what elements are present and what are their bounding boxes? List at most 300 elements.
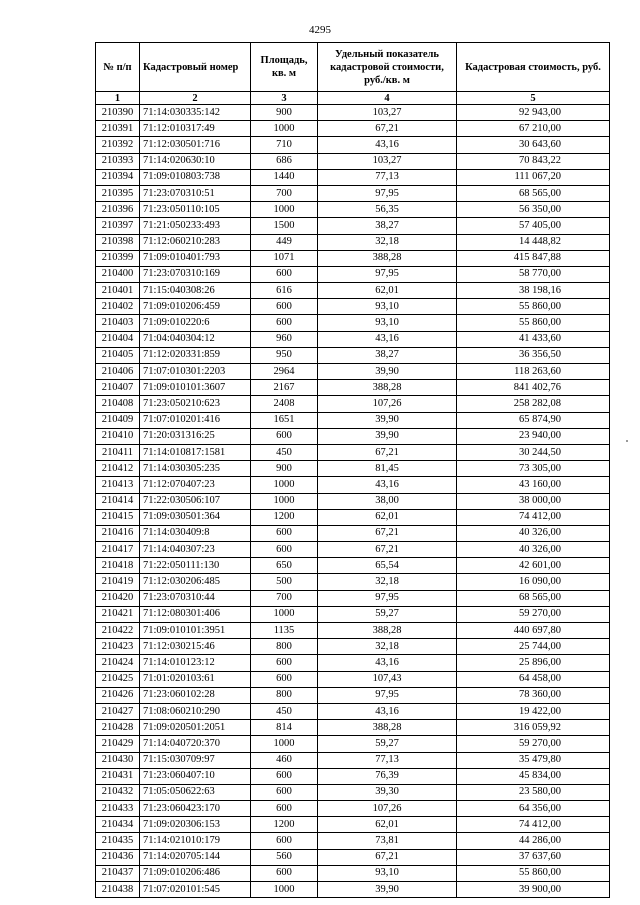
- area-cell: 1440: [251, 169, 318, 185]
- area-cell: 1071: [251, 250, 318, 266]
- row-number-cell: 210393: [96, 153, 140, 169]
- specific-value-cell: 43,16: [318, 703, 457, 719]
- cadastral-value-cell: 37 637,60: [457, 849, 610, 865]
- cadastral-number-cell: 71:08:060210:290: [140, 703, 251, 719]
- row-number-cell: 210436: [96, 849, 140, 865]
- area-cell: 600: [251, 266, 318, 282]
- cadastral-value-cell: 19 422,00: [457, 703, 610, 719]
- cadastral-number-cell: 71:12:030501:716: [140, 137, 251, 153]
- cadastral-number-cell: 71:07:020101:545: [140, 882, 251, 898]
- area-cell: 600: [251, 833, 318, 849]
- table-row: [96, 169, 610, 185]
- specific-value-cell: 59,27: [318, 606, 457, 622]
- cadastral-value-cell: 25 896,00: [457, 655, 610, 671]
- cadastral-number-cell: 71:23:050110:105: [140, 202, 251, 218]
- area-cell: 2167: [251, 380, 318, 396]
- area-cell: 500: [251, 574, 318, 590]
- cadastral-value-cell: 70 843,22: [457, 153, 610, 169]
- cadastral-number-cell: 71:14:020705:144: [140, 849, 251, 865]
- specific-value-cell: 93,10: [318, 299, 457, 315]
- cadastral-value-cell: 92 943,00: [457, 105, 610, 121]
- cadastral-value-cell: 65 874,90: [457, 412, 610, 428]
- area-cell: 600: [251, 865, 318, 881]
- table-row: [96, 477, 610, 493]
- area-cell: 700: [251, 185, 318, 201]
- area-cell: 460: [251, 752, 318, 768]
- row-number-cell: 210433: [96, 801, 140, 817]
- row-number-cell: 210394: [96, 169, 140, 185]
- area-cell: 800: [251, 687, 318, 703]
- cadastral-number-cell: 71:12:010317:49: [140, 121, 251, 137]
- area-cell: 449: [251, 234, 318, 250]
- area-cell: 600: [251, 428, 318, 444]
- cadastral-number-cell: 71:15:030709:97: [140, 752, 251, 768]
- cadastral-number-cell: 71:01:020103:61: [140, 671, 251, 687]
- table-row: [96, 266, 610, 282]
- cadastral-number-cell: 71:14:010123:12: [140, 655, 251, 671]
- area-cell: 1000: [251, 493, 318, 509]
- table-row: [96, 655, 610, 671]
- table-row: [96, 606, 610, 622]
- cadastral-number-cell: 71:12:030215:46: [140, 639, 251, 655]
- row-number-cell: 210417: [96, 542, 140, 558]
- page-number: 4295: [309, 24, 331, 36]
- cadastral-number-cell: 71:23:070310:44: [140, 590, 251, 606]
- table-row: [96, 250, 610, 266]
- cadastral-value-cell: 440 697,80: [457, 623, 610, 639]
- cadastral-number-cell: 71:07:010201:416: [140, 412, 251, 428]
- area-cell: 950: [251, 347, 318, 363]
- specific-value-cell: 93,10: [318, 315, 457, 331]
- cadastral-value-cell: 118 263,60: [457, 364, 610, 380]
- table-row: [96, 331, 610, 347]
- specific-value-cell: 43,16: [318, 477, 457, 493]
- row-number-cell: 210434: [96, 817, 140, 833]
- cadastral-number-cell: 71:23:070310:51: [140, 185, 251, 201]
- header-cadastral-value: Кадастровая стоимость, руб.: [457, 43, 610, 92]
- specific-value-cell: 76,39: [318, 768, 457, 784]
- area-cell: 1000: [251, 736, 318, 752]
- table-row: [96, 493, 610, 509]
- cadastral-number-cell: 71:09:010220:6: [140, 315, 251, 331]
- table-row: [96, 153, 610, 169]
- header-area: Площадь, кв. м: [251, 43, 318, 92]
- cadastral-value-cell: 39 900,00: [457, 882, 610, 898]
- cadastral-value-cell: 43 160,00: [457, 477, 610, 493]
- cadastral-number-cell: 71:20:031316:25: [140, 428, 251, 444]
- specific-value-cell: 107,43: [318, 671, 457, 687]
- area-cell: 700: [251, 590, 318, 606]
- cadastral-value-cell: 59 270,00: [457, 606, 610, 622]
- row-number-cell: 210420: [96, 590, 140, 606]
- row-number-cell: 210435: [96, 833, 140, 849]
- table-row: [96, 396, 610, 412]
- row-number-cell: 210418: [96, 558, 140, 574]
- specific-value-cell: 39,90: [318, 428, 457, 444]
- table-row: [96, 639, 610, 655]
- area-cell: 2408: [251, 396, 318, 412]
- table-row: [96, 671, 610, 687]
- table-row: [96, 574, 610, 590]
- row-number-cell: 210432: [96, 784, 140, 800]
- row-number-cell: 210397: [96, 218, 140, 234]
- specific-value-cell: 67,21: [318, 542, 457, 558]
- area-cell: 1200: [251, 817, 318, 833]
- table-row: [96, 817, 610, 833]
- cadastral-value-cell: 40 326,00: [457, 525, 610, 541]
- row-number-cell: 210413: [96, 477, 140, 493]
- cadastral-number-cell: 71:09:010206:459: [140, 299, 251, 315]
- area-cell: 600: [251, 299, 318, 315]
- specific-value-cell: 32,18: [318, 574, 457, 590]
- area-cell: 1000: [251, 121, 318, 137]
- cadastral-value-cell: 68 565,00: [457, 185, 610, 201]
- table-row: [96, 347, 610, 363]
- cadastral-number-cell: 71:15:040308:26: [140, 283, 251, 299]
- row-number-cell: 210411: [96, 444, 140, 460]
- cadastral-value-cell: 44 286,00: [457, 833, 610, 849]
- area-cell: 1135: [251, 623, 318, 639]
- specific-value-cell: 39,90: [318, 364, 457, 380]
- table-row: [96, 784, 610, 800]
- specific-value-cell: 97,95: [318, 590, 457, 606]
- specific-value-cell: 43,16: [318, 137, 457, 153]
- header-cadastral-number: Кадастровый номер: [140, 43, 251, 92]
- cadastral-value-table: [95, 42, 610, 898]
- cadastral-value-cell: 111 067,20: [457, 169, 610, 185]
- specific-value-cell: 62,01: [318, 283, 457, 299]
- area-cell: 450: [251, 444, 318, 460]
- specific-value-cell: 43,16: [318, 331, 457, 347]
- table-row: [96, 736, 610, 752]
- cadastral-value-cell: 23 580,00: [457, 784, 610, 800]
- cadastral-value-cell: 30 244,50: [457, 444, 610, 460]
- specific-value-cell: 43,16: [318, 655, 457, 671]
- row-number-cell: 210416: [96, 525, 140, 541]
- area-cell: 1200: [251, 509, 318, 525]
- cadastral-number-cell: 71:12:060210:283: [140, 234, 251, 250]
- cadastral-value-cell: 415 847,88: [457, 250, 610, 266]
- cadastral-value-cell: 55 860,00: [457, 865, 610, 881]
- row-number-cell: 210424: [96, 655, 140, 671]
- row-number-cell: 210425: [96, 671, 140, 687]
- table-row: [96, 218, 610, 234]
- row-number-cell: 210392: [96, 137, 140, 153]
- specific-value-cell: 73,81: [318, 833, 457, 849]
- cadastral-number-cell: 71:14:021010:179: [140, 833, 251, 849]
- cadastral-value-cell: 316 059,92: [457, 720, 610, 736]
- specific-value-cell: 65,54: [318, 558, 457, 574]
- specific-value-cell: 107,26: [318, 801, 457, 817]
- specific-value-cell: 62,01: [318, 817, 457, 833]
- area-cell: 1000: [251, 477, 318, 493]
- cadastral-value-cell: 40 326,00: [457, 542, 610, 558]
- cadastral-number-cell: 71:09:010803:738: [140, 169, 251, 185]
- specific-value-cell: 59,27: [318, 736, 457, 752]
- cadastral-value-cell: 258 282,08: [457, 396, 610, 412]
- scan-speck: [626, 440, 628, 442]
- table-body: [96, 92, 610, 898]
- cadastral-value-cell: 74 412,00: [457, 817, 610, 833]
- area-cell: 600: [251, 542, 318, 558]
- table-row: [96, 105, 610, 121]
- area-cell: 960: [251, 331, 318, 347]
- specific-value-cell: 32,18: [318, 639, 457, 655]
- table-row: [96, 525, 610, 541]
- row-number-cell: 210415: [96, 509, 140, 525]
- cadastral-number-cell: 71:09:030501:364: [140, 509, 251, 525]
- column-number: 5: [457, 92, 610, 105]
- table-row: [96, 202, 610, 218]
- specific-value-cell: 388,28: [318, 720, 457, 736]
- specific-value-cell: 39,90: [318, 882, 457, 898]
- cadastral-number-cell: 71:22:030506:107: [140, 493, 251, 509]
- specific-value-cell: 107,26: [318, 396, 457, 412]
- table-row: [96, 444, 610, 460]
- row-number-cell: 210405: [96, 347, 140, 363]
- area-cell: 1000: [251, 882, 318, 898]
- row-number-cell: 210404: [96, 331, 140, 347]
- area-cell: 600: [251, 784, 318, 800]
- specific-value-cell: 67,21: [318, 849, 457, 865]
- area-cell: 450: [251, 703, 318, 719]
- area-cell: 900: [251, 105, 318, 121]
- row-number-cell: 210410: [96, 428, 140, 444]
- table-row: [96, 801, 610, 817]
- area-cell: 1500: [251, 218, 318, 234]
- cadastral-number-cell: 71:23:050210:623: [140, 396, 251, 412]
- table-row: [96, 768, 610, 784]
- header-specific-value: Удельный показатель кадастровой стоимости, руб./кв. м: [318, 43, 457, 92]
- specific-value-cell: 388,28: [318, 380, 457, 396]
- cadastral-number-cell: 71:09:010206:486: [140, 865, 251, 881]
- specific-value-cell: 38,00: [318, 493, 457, 509]
- cadastral-value-cell: 73 305,00: [457, 461, 610, 477]
- specific-value-cell: 77,13: [318, 169, 457, 185]
- cadastral-value-cell: 64 458,00: [457, 671, 610, 687]
- specific-value-cell: 56,35: [318, 202, 457, 218]
- row-number-cell: 210431: [96, 768, 140, 784]
- cadastral-value-cell: 36 356,50: [457, 347, 610, 363]
- cadastral-number-cell: 71:14:020630:10: [140, 153, 251, 169]
- area-cell: 900: [251, 461, 318, 477]
- row-number-cell: 210399: [96, 250, 140, 266]
- cadastral-value-cell: 35 479,80: [457, 752, 610, 768]
- specific-value-cell: 77,13: [318, 752, 457, 768]
- area-cell: 560: [251, 849, 318, 865]
- area-cell: 650: [251, 558, 318, 574]
- table-row: [96, 185, 610, 201]
- cadastral-value-cell: 58 770,00: [457, 266, 610, 282]
- table-row: [96, 137, 610, 153]
- cadastral-number-cell: 71:21:050233:493: [140, 218, 251, 234]
- cadastral-number-cell: 71:05:050622:63: [140, 784, 251, 800]
- table-row: [96, 428, 610, 444]
- table-row: [96, 849, 610, 865]
- row-number-cell: 210395: [96, 185, 140, 201]
- cadastral-value-cell: 14 448,82: [457, 234, 610, 250]
- row-number-cell: 210430: [96, 752, 140, 768]
- cadastral-value-cell: 67 210,00: [457, 121, 610, 137]
- row-number-cell: 210427: [96, 703, 140, 719]
- row-number-cell: 210422: [96, 623, 140, 639]
- area-cell: 616: [251, 283, 318, 299]
- area-cell: 1651: [251, 412, 318, 428]
- cadastral-value-cell: 42 601,00: [457, 558, 610, 574]
- table-row: [96, 720, 610, 736]
- table-row: [96, 315, 610, 331]
- area-cell: 600: [251, 655, 318, 671]
- cadastral-value-cell: 16 090,00: [457, 574, 610, 590]
- column-number: 2: [140, 92, 251, 105]
- table-header-row: [96, 43, 610, 92]
- row-number-cell: 210419: [96, 574, 140, 590]
- header-row-number: № п/п: [96, 43, 140, 92]
- cadastral-number-cell: 71:22:050111:130: [140, 558, 251, 574]
- cadastral-number-cell: 71:23:070310:169: [140, 266, 251, 282]
- row-number-cell: 210403: [96, 315, 140, 331]
- cadastral-number-cell: 71:09:010101:3951: [140, 623, 251, 639]
- table-row: [96, 542, 610, 558]
- cadastral-value-cell: 68 565,00: [457, 590, 610, 606]
- specific-value-cell: 38,27: [318, 218, 457, 234]
- specific-value-cell: 93,10: [318, 865, 457, 881]
- row-number-cell: 210407: [96, 380, 140, 396]
- table-row: [96, 865, 610, 881]
- cadastral-value-cell: 38 198,16: [457, 283, 610, 299]
- row-number-cell: 210429: [96, 736, 140, 752]
- table-row: [96, 687, 610, 703]
- cadastral-value-cell: 55 860,00: [457, 315, 610, 331]
- cadastral-number-cell: 71:12:080301:406: [140, 606, 251, 622]
- cadastral-number-cell: 71:14:040307:23: [140, 542, 251, 558]
- column-number-row: [96, 92, 610, 105]
- row-number-cell: 210390: [96, 105, 140, 121]
- table-row: [96, 412, 610, 428]
- column-number: 1: [96, 92, 140, 105]
- cadastral-number-cell: 71:09:020306:153: [140, 817, 251, 833]
- table-row: [96, 590, 610, 606]
- table-row: [96, 703, 610, 719]
- cadastral-number-cell: 71:14:010817:1581: [140, 444, 251, 460]
- specific-value-cell: 67,21: [318, 444, 457, 460]
- area-cell: 710: [251, 137, 318, 153]
- table-row: [96, 558, 610, 574]
- table-row: [96, 364, 610, 380]
- area-cell: 600: [251, 315, 318, 331]
- cadastral-value-cell: 841 402,76: [457, 380, 610, 396]
- row-number-cell: 210438: [96, 882, 140, 898]
- table-row: [96, 882, 610, 898]
- area-cell: 1000: [251, 606, 318, 622]
- cadastral-value-cell: 30 643,60: [457, 137, 610, 153]
- specific-value-cell: 38,27: [318, 347, 457, 363]
- cadastral-number-cell: 71:14:040720:370: [140, 736, 251, 752]
- row-number-cell: 210437: [96, 865, 140, 881]
- cadastral-value-cell: 23 940,00: [457, 428, 610, 444]
- column-number: 3: [251, 92, 318, 105]
- row-number-cell: 210428: [96, 720, 140, 736]
- specific-value-cell: 103,27: [318, 105, 457, 121]
- specific-value-cell: 32,18: [318, 234, 457, 250]
- specific-value-cell: 62,01: [318, 509, 457, 525]
- specific-value-cell: 103,27: [318, 153, 457, 169]
- row-number-cell: 210414: [96, 493, 140, 509]
- table-row: [96, 752, 610, 768]
- table-row: [96, 509, 610, 525]
- cadastral-value-cell: 64 356,00: [457, 801, 610, 817]
- cadastral-number-cell: 71:14:030335:142: [140, 105, 251, 121]
- area-cell: 814: [251, 720, 318, 736]
- cadastral-number-cell: 71:12:070407:23: [140, 477, 251, 493]
- row-number-cell: 210398: [96, 234, 140, 250]
- specific-value-cell: 97,95: [318, 185, 457, 201]
- cadastral-number-cell: 71:09:010101:3607: [140, 380, 251, 396]
- row-number-cell: 210423: [96, 639, 140, 655]
- row-number-cell: 210401: [96, 283, 140, 299]
- cadastral-number-cell: 71:23:060407:10: [140, 768, 251, 784]
- cadastral-number-cell: 71:23:060423:170: [140, 801, 251, 817]
- cadastral-value-cell: 38 000,00: [457, 493, 610, 509]
- cadastral-number-cell: 71:09:010401:793: [140, 250, 251, 266]
- row-number-cell: 210396: [96, 202, 140, 218]
- row-number-cell: 210406: [96, 364, 140, 380]
- cadastral-value-cell: 25 744,00: [457, 639, 610, 655]
- area-cell: 600: [251, 801, 318, 817]
- table-row: [96, 299, 610, 315]
- area-cell: 686: [251, 153, 318, 169]
- cadastral-number-cell: 71:23:060102:28: [140, 687, 251, 703]
- row-number-cell: 210408: [96, 396, 140, 412]
- cadastral-value-cell: 59 270,00: [457, 736, 610, 752]
- specific-value-cell: 81,45: [318, 461, 457, 477]
- cadastral-number-cell: 71:04:040304:12: [140, 331, 251, 347]
- cadastral-value-cell: 74 412,00: [457, 509, 610, 525]
- table-row: [96, 380, 610, 396]
- table-row: [96, 234, 610, 250]
- table-row: [96, 623, 610, 639]
- table-row: [96, 833, 610, 849]
- cadastral-value-cell: 57 405,00: [457, 218, 610, 234]
- row-number-cell: 210421: [96, 606, 140, 622]
- cadastral-number-cell: 71:12:030206:485: [140, 574, 251, 590]
- cadastral-number-cell: 71:14:030409:8: [140, 525, 251, 541]
- row-number-cell: 210412: [96, 461, 140, 477]
- column-number: 4: [318, 92, 457, 105]
- area-cell: 1000: [251, 202, 318, 218]
- row-number-cell: 210409: [96, 412, 140, 428]
- cadastral-value-cell: 55 860,00: [457, 299, 610, 315]
- row-number-cell: 210402: [96, 299, 140, 315]
- area-cell: 600: [251, 525, 318, 541]
- table-row: [96, 283, 610, 299]
- cadastral-value-cell: 41 433,60: [457, 331, 610, 347]
- cadastral-value-cell: 56 350,00: [457, 202, 610, 218]
- cadastral-value-cell: 45 834,00: [457, 768, 610, 784]
- area-cell: 2964: [251, 364, 318, 380]
- area-cell: 600: [251, 768, 318, 784]
- row-number-cell: 210426: [96, 687, 140, 703]
- table-row: [96, 121, 610, 137]
- specific-value-cell: 388,28: [318, 623, 457, 639]
- specific-value-cell: 388,28: [318, 250, 457, 266]
- specific-value-cell: 39,90: [318, 412, 457, 428]
- cadastral-number-cell: 71:14:030305:235: [140, 461, 251, 477]
- specific-value-cell: 39,30: [318, 784, 457, 800]
- table-row: [96, 461, 610, 477]
- cadastral-number-cell: 71:09:020501:2051: [140, 720, 251, 736]
- row-number-cell: 210400: [96, 266, 140, 282]
